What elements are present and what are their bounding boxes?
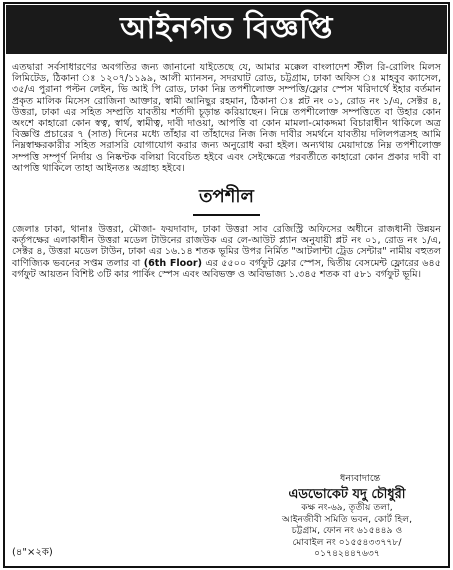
schedule-heading-wrap <box>4 182 449 216</box>
notice-body: এতদ্বারা সর্বসাধারণের অবগতির জন্য জানানো যাইতেছে যে, আমার মক্কেল বাংলাদেশ স্টীল রি-রোলিং মিলস লিমিটেড, ঠিকানা ঃ ১২০৭/১১৯৯, আলী ম্যানসন, সদরঘাট রোড, চট্টগ্রাম, ঢাকা অফিস ঃ মাহবুব ক্যাসেল, ৩৫/এ পুরানা পল্টন লেইন, ভি আই পি রোড, ঢাকা নিম্ন তপশীলোক্ত সম্পত্তি/ফ্লোর স্পেস খরিদার্থে ইহার বর্তমান প্রকৃত মালিক মিসেস রোজিনা আক্তার, স্বামী আনিছুর রহমান, ঠিকানা ঃ প্লট নং ০১, রোড নং ১/এ, সেক্টর ৪, উত্তরা, ঢাকা এর সহিত সম্প্রতি যাবতীয় শর্তাদী চূড়ান্ত করিয়াছেন। নিম্নে তপশীলোক্ত সম্পত্তিতে বা উহার কোন অংশে কাহারো কোন স্বত্ব, স্বার্থ, স্বামীত্ব, দাবী দাওয়া, আপত্তি বা কোন মামলা-মোকদ্দমা বিচারাধীন থাকিলে অত্র বিজ্ঞপ্তি প্রচারের ৭ (সাত) দিনের মধ্যে তাঁহার বা তাঁহাদের নিজ নিজ দাবীর সমর্থনে যাবতীয় দলিলপত্রসহ আমি নিম্নস্বাক্ষরকারীর সহিত সরাসরি যোগাযোগ করার জন্য অনুরোধ করা হইল। অন্যথায় মেয়াদান্তে নিম্ন তপশীলোক্ত সম্পত্তি সম্পূর্ণ নির্দায় ও নিষ্কণ্টক বলিয়া বিবেচিত হইবে এবং সেইক্ষেত্রে পরবর্তীতে কাহারো কোন প্রকার দাবী বা আপত্তি থাকিলে তাহা আইনতঃ অগ্রাহ্য হইবে। <box>12 62 441 174</box>
signature-block <box>247 487 447 560</box>
signature-address-line: চট্টগ্রাম, ফোন নং ৬১৫৪৪৯ ও <box>291 525 403 537</box>
ad-size-reference: (৪"×২ক) <box>12 547 53 558</box>
schedule-text-part-2: এর ৫৫০০ বর্গফুট ফ্লোর স্পেস, দ্বিতীয় বেসমেন্ট ফ্লোরের ৬৪৫ বর্গফুট আয়তন বিশিষ্ট ৩টি কার পার্কিং স্পেস এবং অবিভক্ত ও অবিভাজ্য ১.৩৪৫ শতক বা ৫৮১ বর্গফুট ভূমি। <box>12 257 441 280</box>
signature-address-line: কক্ষ নং-৬৯, তৃতীয় তলা, <box>301 502 393 513</box>
signatory-name: এডভোকেট যদু চৌধুরী <box>288 487 406 502</box>
signature-phone-line: মোবাইল নং ০১৫৫৪৩৩৭৭৮/ <box>292 536 402 548</box>
schedule-body <box>12 224 441 280</box>
signature-address-line: আইনজীবী সমিতি ভবন, কোর্ট হিল, <box>282 513 412 525</box>
schedule-heading: তপশীল <box>193 182 260 216</box>
closing-thanks: ধন্যবাদান্তে <box>340 473 381 484</box>
schedule-floor-label: (6th Floor) <box>143 257 202 269</box>
notice-title: আইনগত বিজ্ঞপ্তি <box>6 5 447 54</box>
schedule-text-part-1: জেলাঃ ঢাকা, থানাঃ উত্তরা, মৌজা- ফয়দাবাদ, ঢাকা উত্তরা সাব রেজিস্ট্রি অফিসের অধীনে রাজধানী উন্নয়ন কর্তৃপক্ষের এলাকাধীন উত্তরা মডেল টাউনের রাজউক এর লে-আউট প্ল্যান অনুযায়ী প্লট নং ০১, রোড নং ১/এ, সেক্টর ৪, উত্তরা মডেল টাউন, ঢাকা এর ১৬.১৪ শতক ভূমির উপর নির্মিত "আটলান্টা ট্রেড সেন্টার" নামীয় বহুতল বাণিজ্যিক ভবনের সপ্তম তলার বা <box>12 224 441 269</box>
signature-phone-line: ০১৭৪২৪৪৭৬৩৭ <box>314 548 380 560</box>
